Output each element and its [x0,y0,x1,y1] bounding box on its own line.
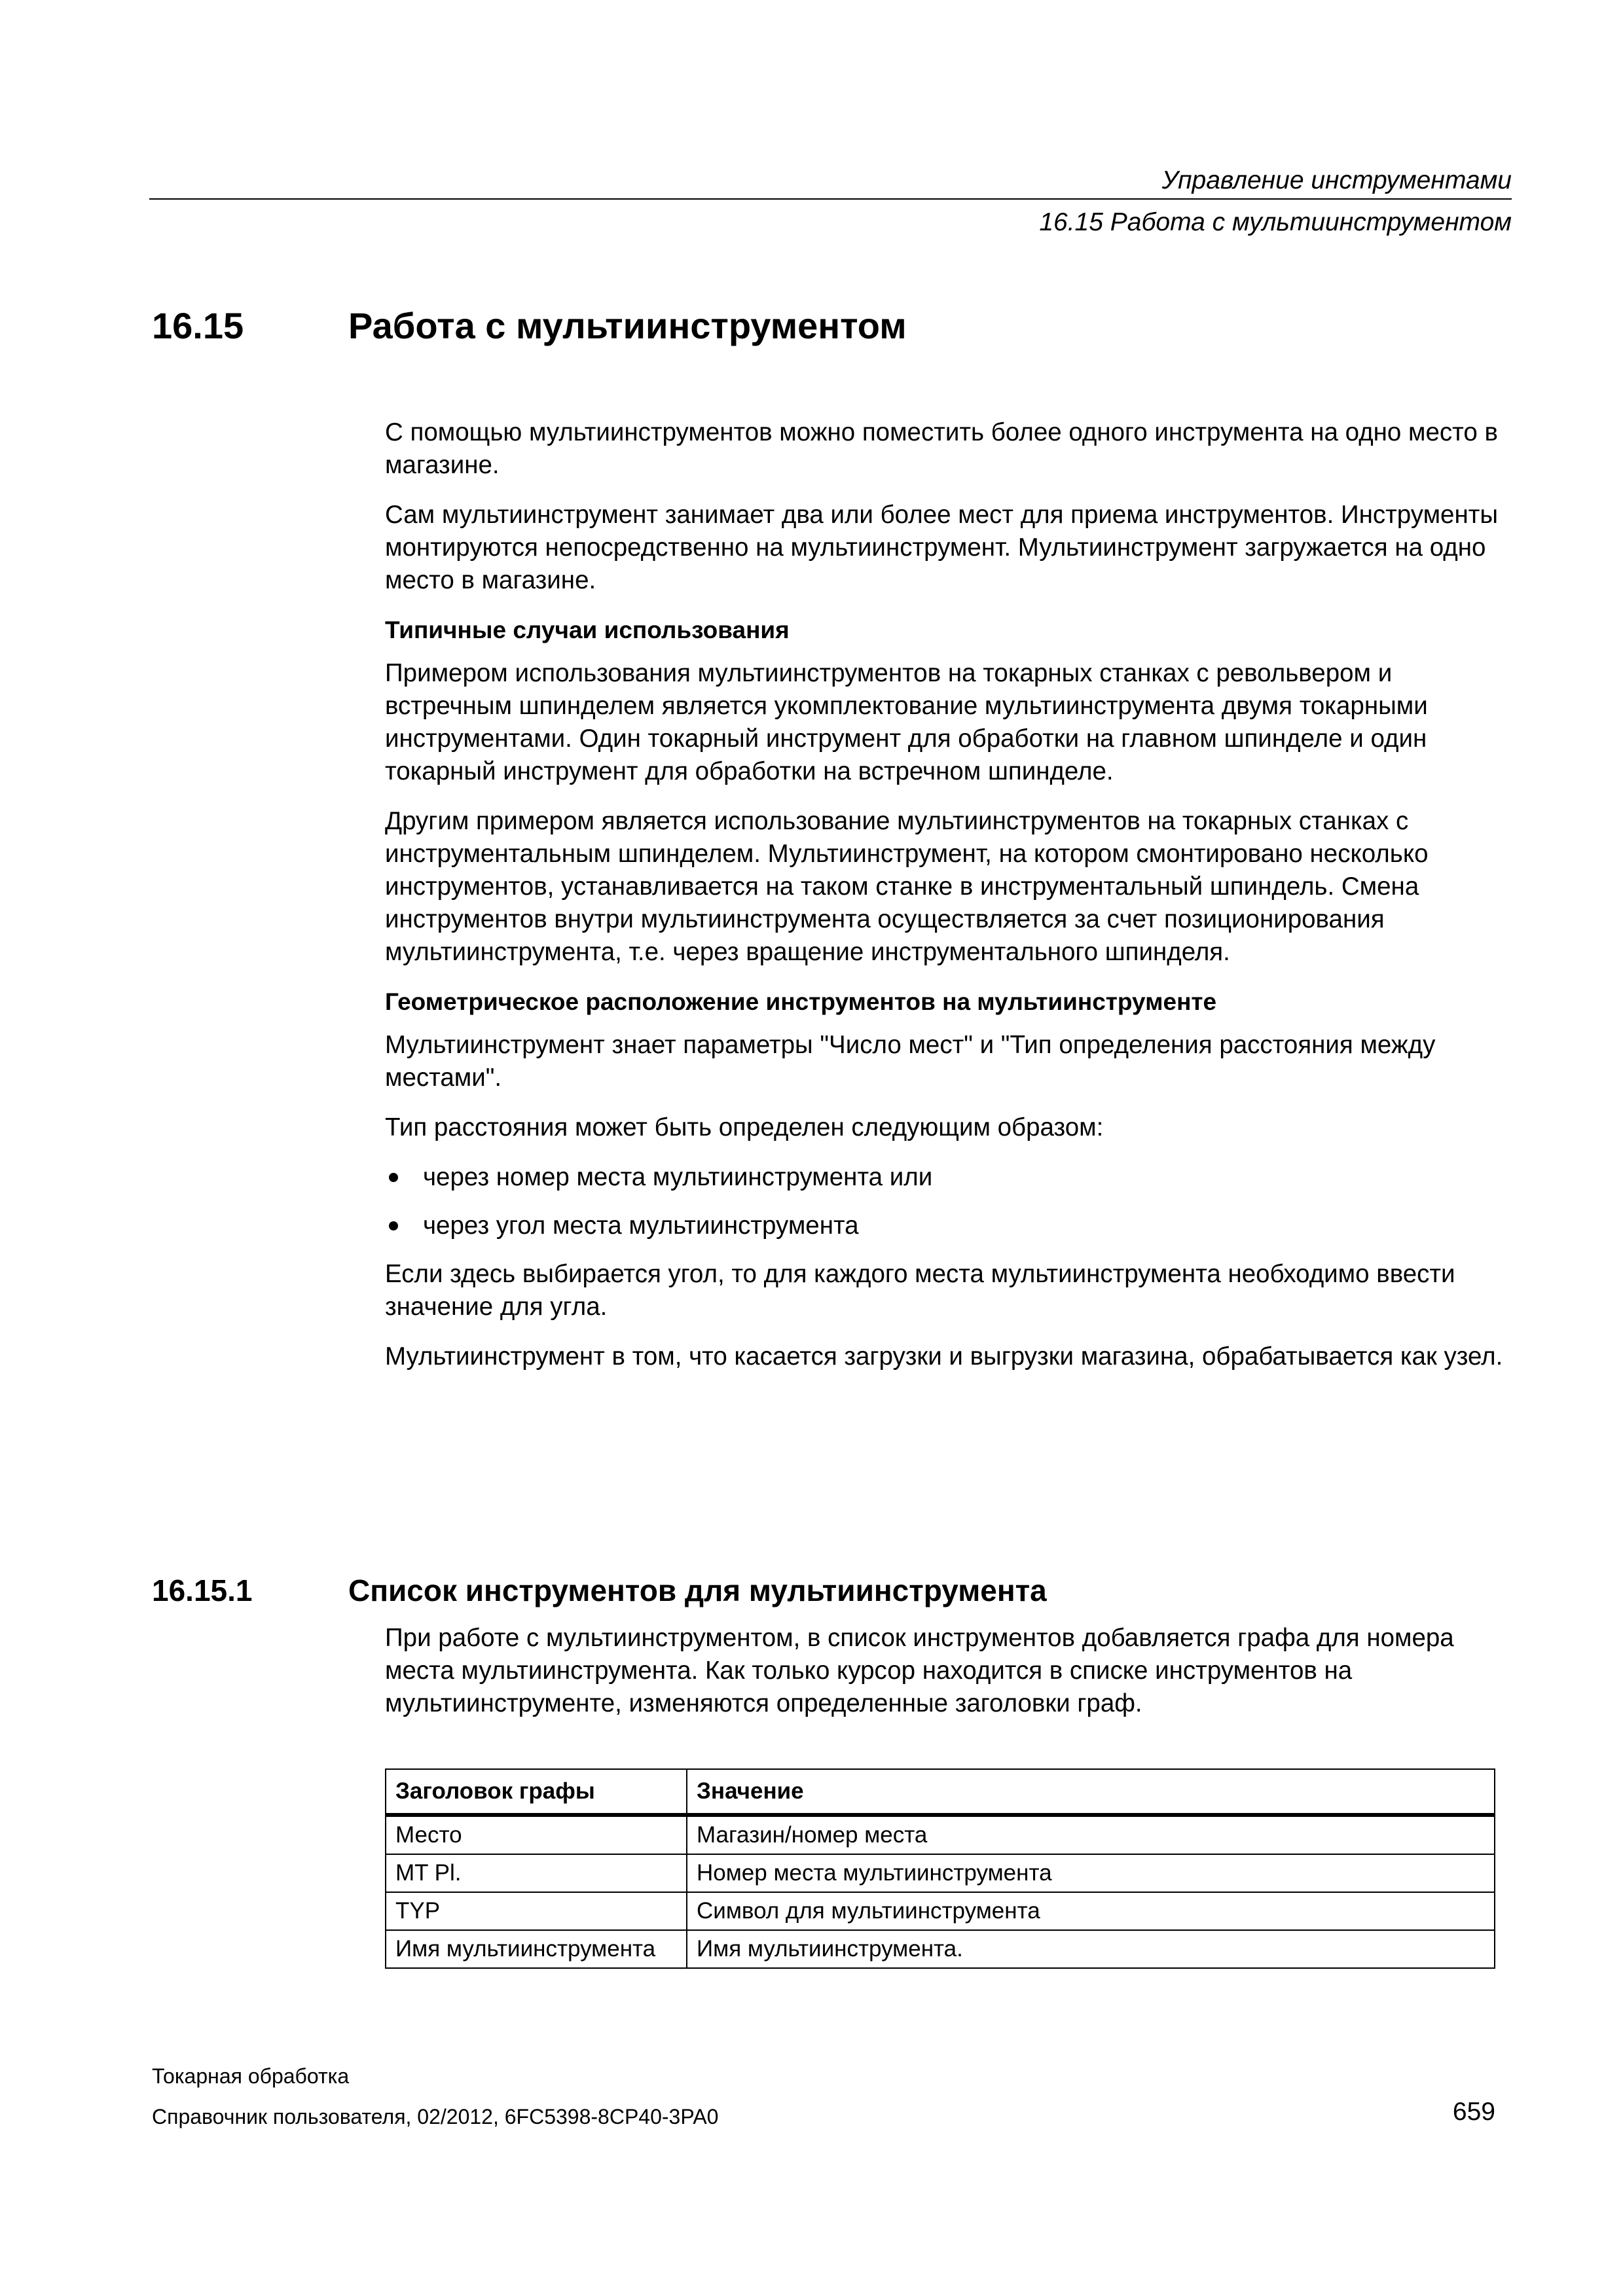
bullet-icon [389,1221,398,1230]
distance-type-list [385,1161,1518,1242]
subsection-number: 16.15.1 [152,1573,253,1607]
table-row [386,1815,1495,1854]
usage-heading: Типичные случаи использования [385,617,790,643]
list-item [385,1210,1518,1242]
geometry-heading: Геометрическое расположение инструментов на мультиинструменте [385,988,1217,1015]
section-body [385,416,1518,1390]
geometry-paragraph-1: Мультиинструмент знает параметры "Число мест" и "Тип определения расстояния между местами". [385,1031,1436,1092]
column-headings-table [385,1768,1495,1969]
usage-paragraph-1: Примером использования мультиинструментов на токарных станках с револьвером и встречным шпинделем является укомплектование мультиинструмента двумя токарными инструментами. Один токарный инструмент для обработки на главном шпинделе и один токарный инструмент для обработки на встречном шпинделе. [385,659,1428,785]
footer-book-title: Токарная обработка [152,2064,350,2088]
section-title: Работа с мультиинструментом [348,305,907,346]
geometry-paragraph-3: Если здесь выбирается угол, то для каждого места мультиинструмента необходимо ввести значение для угла. [385,1260,1455,1321]
list-item-text: через номер места мультиинструмента или [423,1163,933,1191]
table-cell: TYP [386,1892,687,1930]
table-header-row [386,1769,1495,1815]
section-number: 16.15 [152,305,244,346]
table-cell: Имя мультиинструмента [386,1930,687,1968]
subsection-paragraph: При работе с мультиинструментом, в список инструментов добавляется графа для номера места мультиинструмента. Как только курсор находится в списке инструментов на мультиинструменте, изменяются определенные заголовки граф. [385,1624,1454,1717]
list-item [385,1161,1518,1194]
subsection-body [385,1622,1518,1737]
usage-paragraph-2: Другим примером является использование мультиинструментов на токарных станках с инструментальным шпинделем. Мультиинструмент, на котором смонтировано несколько инструментов, устанавливается на таком станке в инструментальный шпиндель. Смена инструментов внутри мультиинструмента осуществляется за счет позиционирования мультиинструмента, т.е. через вращение инструментального шпинделя. [385,807,1429,966]
table-row [386,1854,1495,1892]
table-cell: Магазин/номер места [687,1815,1495,1854]
table-cell: Символ для мультиинструмента [687,1892,1495,1930]
page-number: 659 [1452,2098,1495,2126]
bullet-icon [389,1173,398,1182]
footer-manual-info: Справочник пользователя, 02/2012, 6FC5398-8CP40-3PA0 [152,2105,719,2128]
subsection-heading [152,1571,1047,1610]
list-item-text: через угол места мультиинструмента [423,1211,859,1240]
intro-paragraph-2: Сам мультиинструмент занимает два или более мест для приема инструментов. Инструменты монтируются непосредственно на мультиинструмент. Мультиинструмент загружается на одно место в магазине. [385,501,1499,594]
table-header-cell: Значение [687,1769,1495,1815]
header-rule [149,198,1512,200]
running-header-chapter: Управление инструментами [1161,166,1512,194]
table-cell: Номер места мультиинструмента [687,1854,1495,1892]
table-cell: MT Pl. [386,1854,687,1892]
table-row [386,1930,1495,1968]
table-row [386,1892,1495,1930]
subsection-title: Список инструментов для мультиинструмента [348,1573,1047,1607]
section-heading [152,302,907,350]
table-cell: Место [386,1815,687,1854]
intro-paragraph-1: С помощью мультиинструментов можно поместить более одного инструмента на одно место в магазине. [385,418,1498,479]
table-header-cell: Заголовок графы [386,1769,687,1815]
table-cell: Имя мультиинструмента. [687,1930,1495,1968]
geometry-paragraph-2: Тип расстояния может быть определен следующим образом: [385,1113,1104,1141]
geometry-paragraph-4: Мультиинструмент в том, что касается загрузки и выгрузки магазина, обрабатывается как узел. [385,1342,1503,1371]
running-header-section: 16.15 Работа с мультиинструментом [1039,208,1512,236]
